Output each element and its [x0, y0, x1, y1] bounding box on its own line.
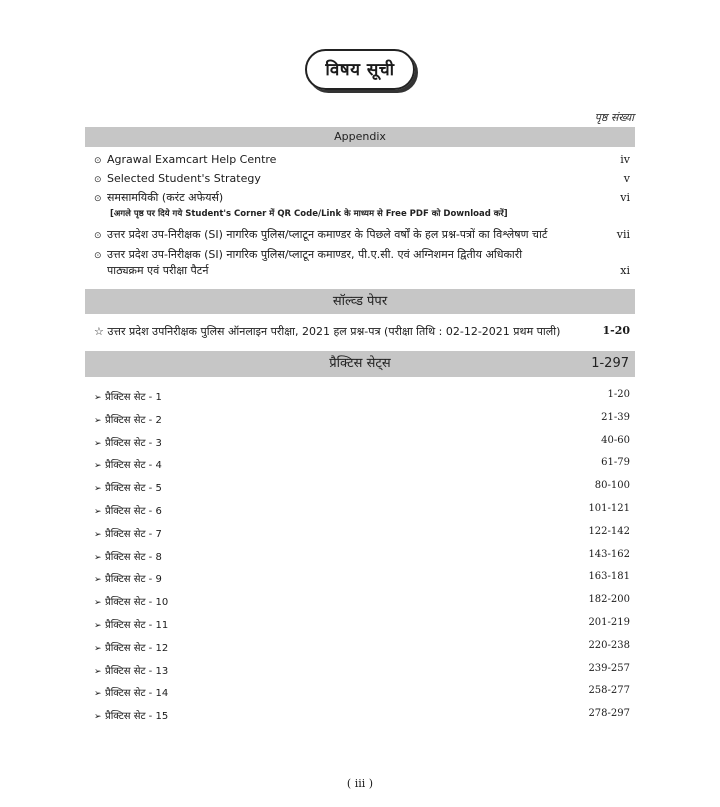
practice-set-pages: 21-39	[601, 411, 630, 423]
appendix-heading: Appendix	[334, 130, 386, 143]
practice-set-row[interactable]	[94, 457, 630, 471]
practice-set-label: प्रैक्टिस सेट - 11	[105, 620, 169, 631]
arrow-right-icon: ➢	[94, 507, 102, 517]
toc-entry-continued	[94, 264, 630, 278]
practice-set-label: प्रैक्टिस सेट - 14	[105, 688, 169, 700]
arrow-right-icon: ➢	[94, 438, 102, 449]
toc-entry[interactable]	[94, 172, 630, 187]
practice-sets-range: 1-297	[591, 356, 629, 371]
toc-entry-text: उत्तर प्रदेश उप-निरीक्षक (SI) नागरिक पुलिस/प्लाटून कमाण्डर के पिछले वर्षों के हल प्रश्न-पत्रों का विश्लेषण चार्ट	[107, 228, 548, 241]
toc-entry-page: vi	[620, 191, 630, 204]
practice-set-row[interactable]	[94, 617, 630, 631]
page-number-column-label: पृष्ठ संख्या	[594, 111, 634, 124]
arrow-right-icon: ➢	[94, 484, 102, 495]
practice-set-row[interactable]	[94, 503, 630, 517]
qr-note: [अगले पृष्ठ पर दिये गये Student's Corner में QR Code/Link के माध्यम से Free PDF को Download करें]	[110, 209, 508, 219]
toc-entry-text: उत्तर प्रदेश उप-निरीक्षक (SI) नागरिक पुलिस/प्लाटून कमाण्डर, पी.ए.सी. एवं अग्निशमन द्वितीय अधिकारी	[107, 248, 523, 261]
toc-entry[interactable]	[94, 153, 630, 168]
solved-paper-heading: सॉल्व्ड पेपर	[332, 294, 388, 309]
practice-set-pages: 258-277	[588, 685, 630, 697]
practice-set-row[interactable]	[94, 526, 630, 540]
arrow-right-icon: ➢	[94, 666, 102, 677]
practice-set-pages: 201-219	[588, 617, 630, 628]
solved-paper-header	[85, 289, 635, 314]
arrow-right-icon: ➢	[94, 621, 102, 631]
practice-set-pages: 278-297	[588, 708, 630, 720]
practice-set-pages: 220-238	[588, 639, 630, 651]
practice-set-pages: 101-121	[588, 503, 630, 514]
arrow-right-icon: ➢	[94, 529, 102, 540]
practice-set-label: प्रैक्टिस सेट - 6	[105, 506, 162, 517]
practice-set-row[interactable]	[94, 640, 630, 654]
circle-dot-icon: ⊙	[94, 194, 102, 204]
practice-set-label: प्रैक्टिस सेट - 12	[105, 642, 169, 654]
solved-paper-page: 1-20	[602, 324, 630, 337]
arrow-right-icon: ➢	[94, 461, 102, 472]
practice-set-label: प्रैक्टिस सेट - 2	[105, 414, 162, 426]
star-outline-icon: ☆	[94, 325, 108, 338]
practice-set-label: प्रैक्टिस सेट - 13	[105, 665, 169, 677]
practice-set-pages: 143-162	[588, 548, 630, 560]
title-wrap	[0, 49, 720, 90]
practice-set-label: प्रैक्टिस सेट - 9	[105, 574, 162, 586]
practice-set-row[interactable]	[94, 708, 630, 722]
practice-set-row[interactable]	[94, 594, 630, 608]
arrow-right-icon: ➢	[94, 712, 102, 723]
toc-entry-page: iv	[620, 153, 630, 166]
toc-entry-page: v	[623, 172, 630, 185]
practice-set-label: प्रैक्टिस सेट - 7	[105, 528, 162, 540]
practice-set-row[interactable]	[94, 685, 630, 699]
toc-entry-page: vii	[616, 228, 630, 241]
circle-dot-icon: ⊙	[94, 231, 102, 241]
practice-set-label: प्रैक्टिस सेट - 5	[105, 483, 162, 495]
arrow-right-icon: ➢	[94, 643, 102, 654]
toc-entry[interactable]	[94, 228, 630, 243]
circle-dot-icon: ⊙	[94, 175, 102, 185]
circle-dot-icon: ⊙	[94, 251, 102, 261]
arrow-right-icon: ➢	[94, 598, 102, 609]
toc-entry-text-line2: पाठ्यक्रम एवं परीक्षा पैटर्न	[107, 264, 209, 277]
practice-set-label: प्रैक्टिस सेट - 8	[105, 551, 162, 563]
arrow-right-icon: ➢	[94, 575, 102, 586]
practice-set-row[interactable]	[94, 435, 630, 449]
appendix-header	[85, 127, 635, 147]
practice-set-label: प्रैक्टिस सेट - 4	[105, 460, 162, 472]
page-title: विषय सूची	[305, 49, 414, 90]
practice-set-pages: 122-142	[588, 525, 630, 537]
practice-set-pages: 80-100	[594, 480, 630, 492]
toc-entry-text: Agrawal Examcart Help Centre	[107, 153, 277, 166]
practice-set-row[interactable]	[94, 549, 630, 563]
practice-set-row[interactable]	[94, 389, 630, 403]
practice-set-label: प्रैक्टिस सेट - 15	[105, 711, 169, 723]
toc-entry[interactable]	[94, 248, 630, 263]
arrow-right-icon: ➢	[94, 689, 102, 700]
toc-entry-page: xi	[620, 264, 630, 277]
practice-sets-heading: प्रैक्टिस सेट्स	[329, 356, 391, 371]
practice-set-pages: 40-60	[601, 434, 630, 446]
toc-entry[interactable]	[94, 191, 630, 206]
practice-set-pages: 163-181	[588, 571, 630, 583]
practice-set-pages: 182-200	[588, 594, 630, 606]
practice-set-label: प्रैक्टिस सेट - 1	[105, 392, 162, 403]
arrow-right-icon: ➢	[94, 393, 102, 403]
toc-entry-text: Selected Student's Strategy	[107, 172, 261, 185]
toc-entry-text: समसामयिकी (करंट अफेयर्स)	[107, 191, 224, 204]
practice-set-row[interactable]	[94, 412, 630, 426]
practice-set-label: प्रैक्टिस सेट - 10	[105, 597, 169, 609]
practice-set-row[interactable]	[94, 663, 630, 677]
practice-set-row[interactable]	[94, 480, 630, 494]
solved-paper-entry[interactable]	[94, 324, 630, 339]
practice-set-pages: 1-20	[607, 389, 630, 400]
practice-set-pages: 239-257	[588, 662, 630, 674]
arrow-right-icon: ➢	[94, 552, 102, 563]
arrow-right-icon: ➢	[94, 415, 102, 426]
circle-dot-icon: ⊙	[94, 156, 102, 166]
practice-set-label: प्रैक्टिस सेट - 3	[105, 437, 162, 449]
practice-set-pages: 61-79	[601, 457, 630, 469]
practice-set-row[interactable]	[94, 571, 630, 585]
page-footer-number: ( iii )	[346, 777, 374, 790]
solved-paper-text: उत्तर प्रदेश उपनिरीक्षक पुलिस ऑनलाइन परीक्षा, 2021 हल प्रश्न-पत्र (परीक्षा तिथि : 02-12-2021 प्रथम पाली)	[107, 325, 561, 338]
practice-sets-header	[85, 351, 635, 377]
